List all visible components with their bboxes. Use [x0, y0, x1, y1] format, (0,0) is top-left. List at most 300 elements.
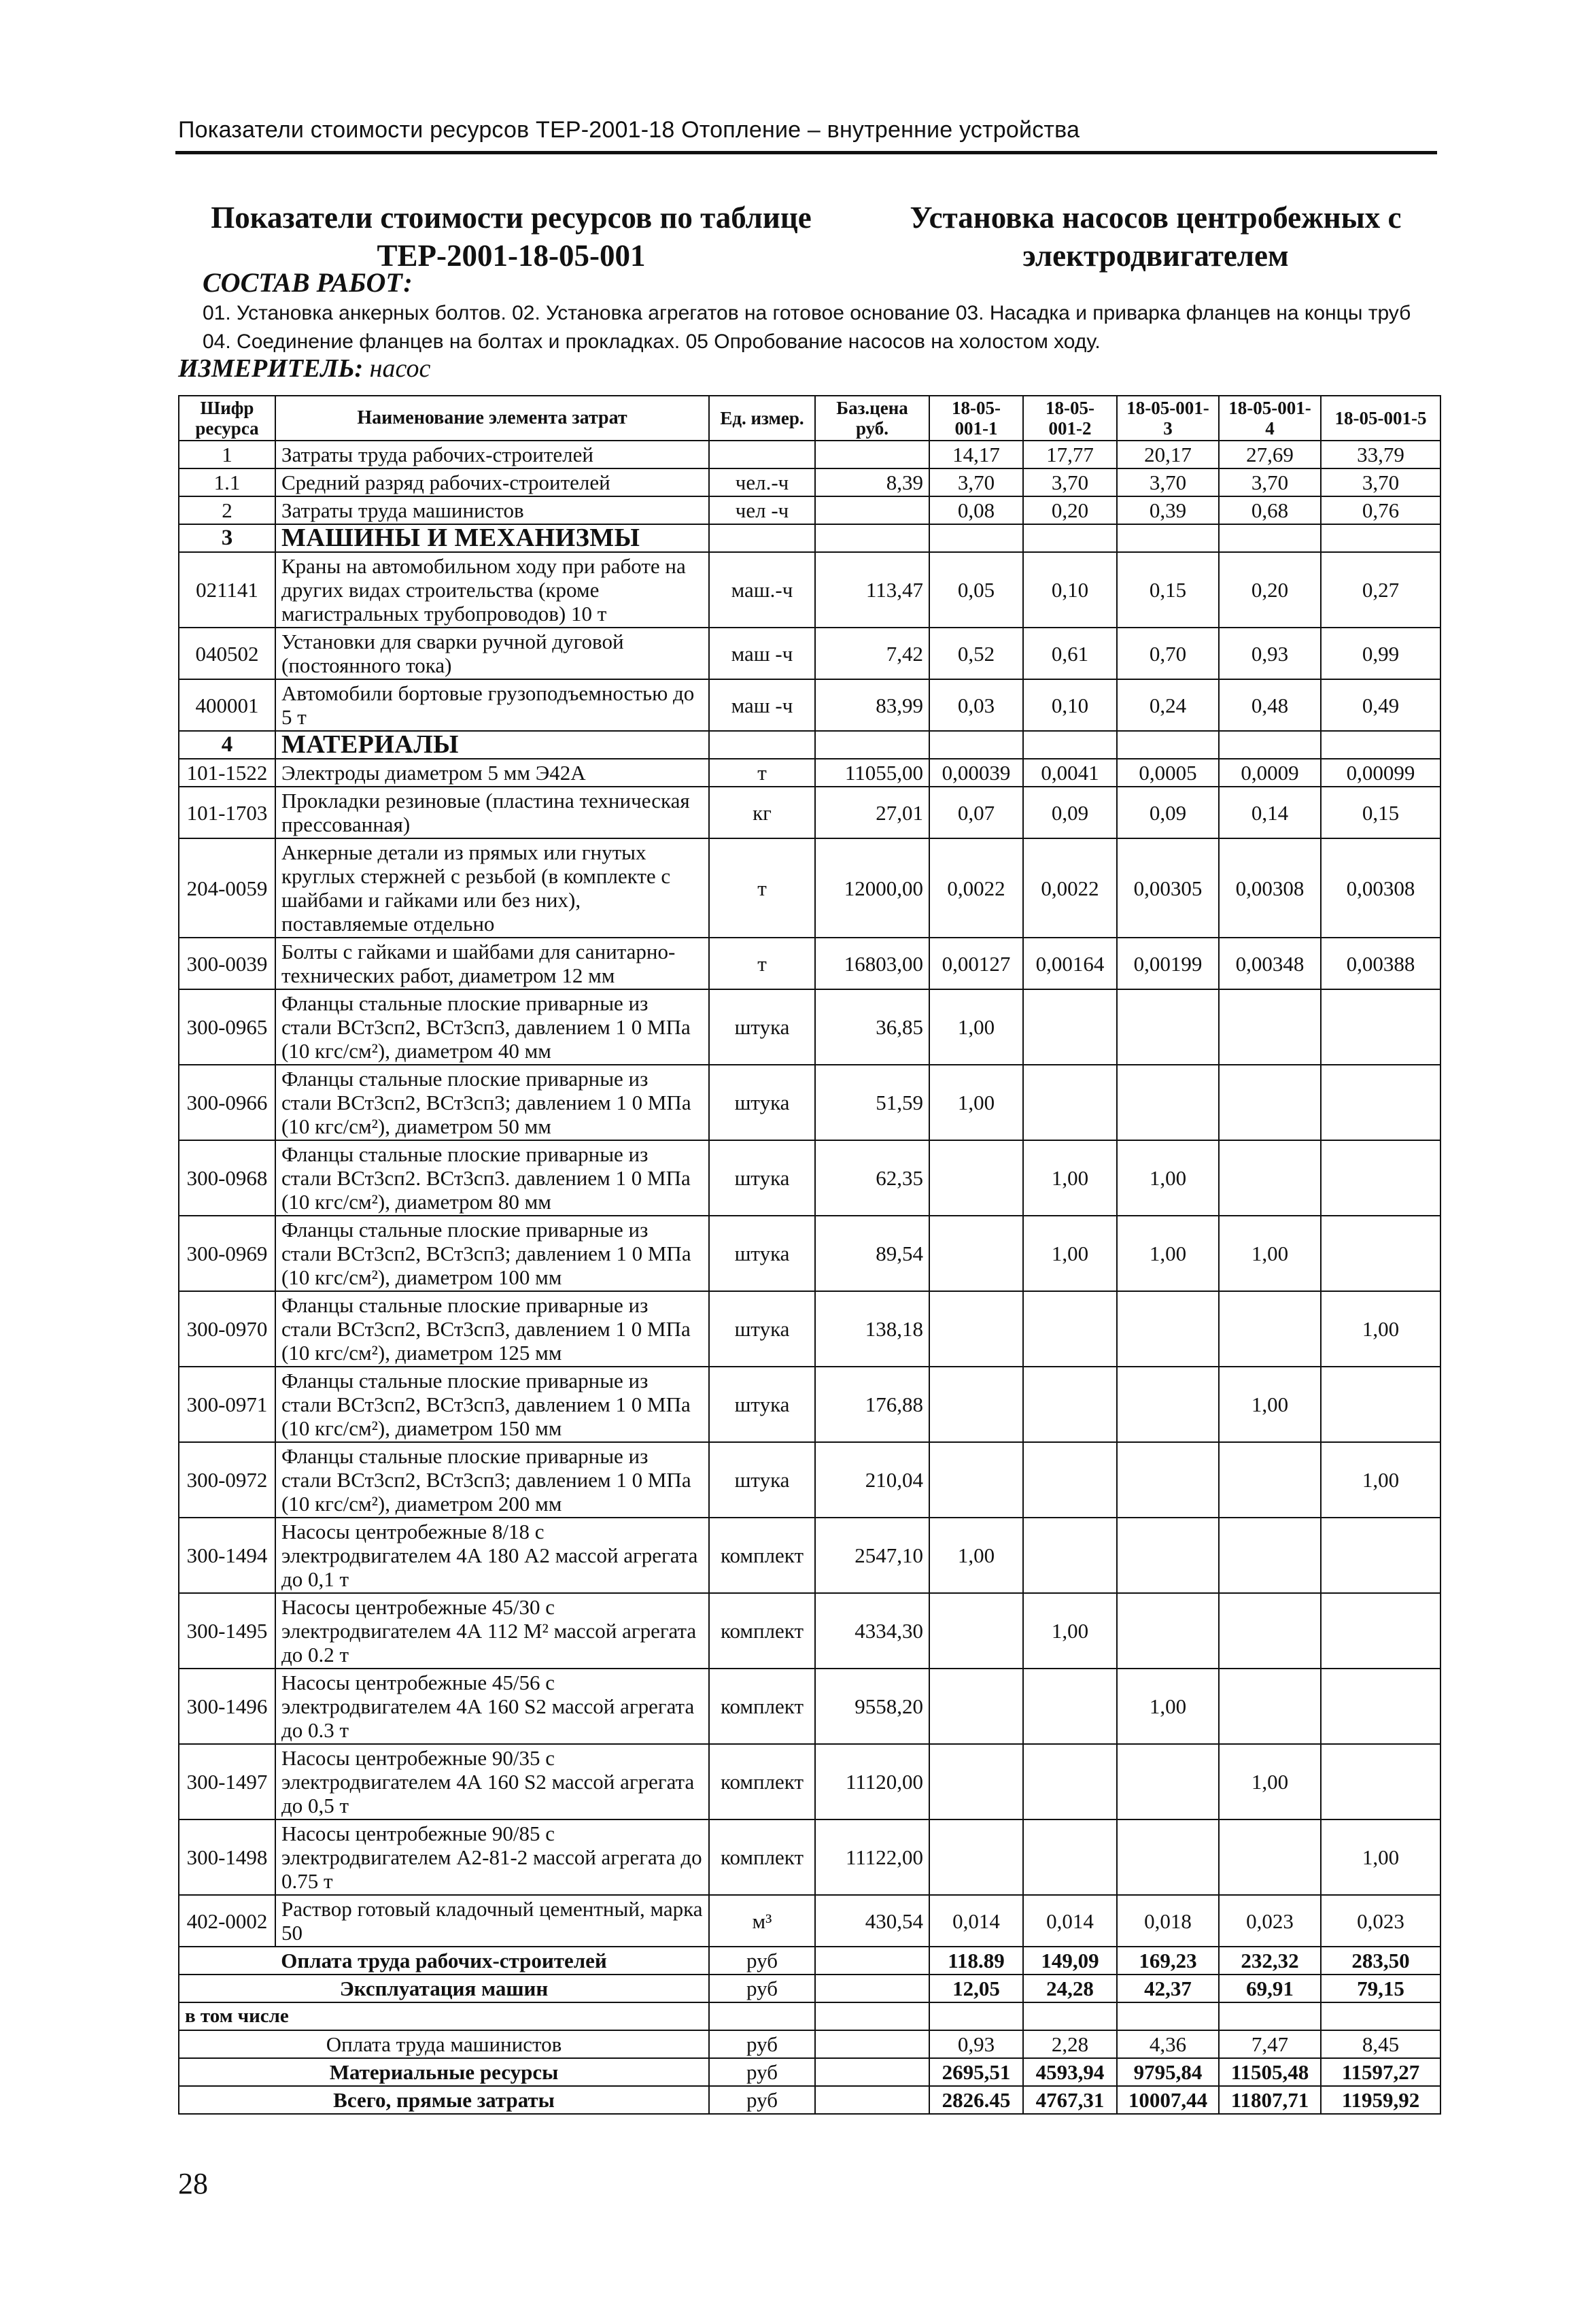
table-row [179, 1744, 1440, 1819]
header-unit: Ед. измер. [709, 396, 815, 441]
cell-price: 210,04 [815, 1442, 929, 1518]
cell-value [929, 1442, 1023, 1518]
cell-unit: штука [709, 989, 815, 1065]
cell-value: 0,00308 [1321, 838, 1440, 938]
table-row [179, 759, 1440, 787]
cell-name: Фланцы стальные плоские приварные из стали ВСт3сп2, ВСт3сп3; давлением 1 0 МПа (10 кгс/см²), диаметром 100 мм [275, 1216, 709, 1291]
cell-value: 0,14 [1219, 787, 1321, 838]
cell-value [1321, 1593, 1440, 1669]
cell-value: 3,70 [1023, 468, 1117, 496]
cell-name: Затраты труда машинистов [275, 496, 709, 524]
cell-unit: комплект [709, 1744, 815, 1819]
summary-value: 4767,31 [1023, 2086, 1117, 2114]
cell-value: 0,15 [1321, 787, 1440, 838]
summary-value: 283,50 [1321, 1947, 1440, 1975]
table-row [179, 787, 1440, 838]
cell-value [1023, 1065, 1117, 1140]
cell-value [1321, 1065, 1440, 1140]
cell-value [1117, 1819, 1219, 1895]
cell-name: Затраты труда рабочих-строителей [275, 441, 709, 468]
summary-value: 12,05 [929, 1975, 1023, 2002]
header-col-3: 18-05-001-3 [1117, 396, 1219, 441]
cell-value: 1,00 [1219, 1367, 1321, 1442]
cell-name: Насосы центробежные 8/18 с электродвигателем 4А 180 А2 массой агрегата до 0,1 т [275, 1518, 709, 1593]
cell-value [1023, 1518, 1117, 1593]
cell-value: 0,00199 [1117, 938, 1219, 989]
resource-cost-table [178, 395, 1441, 2115]
cell-code: 300-0039 [179, 938, 275, 989]
cell-value: 0,00388 [1321, 938, 1440, 989]
cell-name: Установки для сварки ручной дуговой (постоянного тока) [275, 628, 709, 679]
cell-unit: штука [709, 1367, 815, 1442]
summary-name: Материальные ресурсы [179, 2058, 709, 2086]
cell-value [1219, 989, 1321, 1065]
cell-value: 0,0041 [1023, 759, 1117, 787]
cell-name: Фланцы стальные плоские приварные из стали ВСт3сп2, ВСт3сп3, давлением 1 0 МПа (10 кгс/см²), диаметром 150 мм [275, 1367, 709, 1442]
table-row [179, 679, 1440, 731]
summary-row [179, 2030, 1440, 2058]
summary-row [179, 2058, 1440, 2086]
cell-empty [929, 524, 1023, 552]
table-row [179, 1216, 1440, 1291]
cell-price: 7,42 [815, 628, 929, 679]
cell-code: 2 [179, 496, 275, 524]
cell-name: Насосы центробежные 90/85 с электродвигателем А2-81-2 массой агрегата до 0.75 т [275, 1819, 709, 1895]
cell-code: 204-0059 [179, 838, 275, 938]
cell-unit: штука [709, 1442, 815, 1518]
cell-value: 0,10 [1023, 552, 1117, 628]
cell-name: Фланцы стальные плоские приварные из стали ВСт3сп2, ВСт3сп3, давлением 1 0 МПа (10 кгс/см²), диаметром 40 мм [275, 989, 709, 1065]
cell-empty [929, 731, 1023, 759]
cell-name: Анкерные детали из прямых или гнутых круглых стержней с резьбой (в комплекте с шайбами и гайками или без них), поставляемые отдельно [275, 838, 709, 938]
cell-code: 101-1703 [179, 787, 275, 838]
summary-value [1117, 2002, 1219, 2030]
cell-value: 1,00 [1023, 1593, 1117, 1669]
cell-value [1117, 1744, 1219, 1819]
summary-value [1023, 2002, 1117, 2030]
table-row [179, 1593, 1440, 1669]
cell-value [1117, 1291, 1219, 1367]
cell-unit: комплект [709, 1819, 815, 1895]
cell-value: 3,70 [1321, 468, 1440, 496]
cell-empty [1023, 731, 1117, 759]
cell-value: 3,70 [1219, 468, 1321, 496]
header-col-4: 18-05-001-4 [1219, 396, 1321, 441]
summary-value: 118.89 [929, 1947, 1023, 1975]
table-row [179, 1669, 1440, 1744]
table-row [179, 496, 1440, 524]
meter-line [178, 354, 430, 383]
meter-label: ИЗМЕРИТЕЛЬ: [178, 354, 364, 383]
cell-unit: чел.-ч [709, 468, 815, 496]
cell-unit: штука [709, 1140, 815, 1216]
cell-empty [815, 2030, 929, 2058]
summary-value: 10007,44 [1117, 2086, 1219, 2114]
cell-name: Насосы центробежные 45/30 с электродвигателем 4А 112 М² массой агрегата до 0.2 т [275, 1593, 709, 1669]
cell-value: 0,00164 [1023, 938, 1117, 989]
section-row [179, 731, 1440, 759]
header-col-5: 18-05-001-5 [1321, 396, 1440, 441]
cell-name: Насосы центробежные 90/35 с электродвигателем 4А 160 S2 массой агрегата до 0,5 т [275, 1744, 709, 1819]
cell-value [1321, 1367, 1440, 1442]
work-title: Установка насосов центробежных с электродвигателем [910, 201, 1402, 273]
cell-unit: т [709, 838, 815, 938]
cell-value [929, 1367, 1023, 1442]
table-row [179, 938, 1440, 989]
cell-empty [1321, 731, 1440, 759]
cell-name: Краны на автомобильном ходу при работе на других видах строительства (кроме магистральных трубопроводов) 10 т [275, 552, 709, 628]
summary-value: 11597,27 [1321, 2058, 1440, 2086]
summary-value: 2,28 [1023, 2030, 1117, 2058]
cell-value [1219, 1669, 1321, 1744]
cell-value [929, 1140, 1023, 1216]
summary-name: Оплата труда машинистов [179, 2030, 709, 2058]
summary-unit [709, 2002, 815, 2030]
cell-empty [709, 731, 815, 759]
cell-price: 8,39 [815, 468, 929, 496]
summary-name: в том числе [179, 2002, 709, 2030]
cell-value: 0,07 [929, 787, 1023, 838]
table-row [179, 989, 1440, 1065]
cell-price: 11120,00 [815, 1744, 929, 1819]
cell-value: 0,70 [1117, 628, 1219, 679]
page-number: 28 [178, 2167, 208, 2200]
cell-unit: маш -ч [709, 628, 815, 679]
cell-value [929, 1744, 1023, 1819]
summary-row [179, 2086, 1440, 2114]
cell-value: 1,00 [929, 989, 1023, 1065]
table-row [179, 628, 1440, 679]
summary-value: 42,37 [1117, 1975, 1219, 2002]
summary-value: 0,93 [929, 2030, 1023, 2058]
cell-value: 1,00 [1219, 1216, 1321, 1291]
cell-value: 0,20 [1023, 496, 1117, 524]
cell-value: 0,00127 [929, 938, 1023, 989]
section-title: МАШИНЫ И МЕХАНИЗМЫ [275, 524, 709, 552]
cell-unit: штука [709, 1291, 815, 1367]
cell-empty [1023, 524, 1117, 552]
cell-value: 14,17 [929, 441, 1023, 468]
cell-unit: штука [709, 1216, 815, 1291]
cell-name: Насосы центробежные 45/56 с электродвигателем 4А 160 S2 массой агрегата до 0.3 т [275, 1669, 709, 1744]
cell-code: 300-0972 [179, 1442, 275, 1518]
cell-value: 1,00 [1321, 1819, 1440, 1895]
cell-unit: м³ [709, 1895, 815, 1947]
cell-value: 0,68 [1219, 496, 1321, 524]
summary-value: 11807,71 [1219, 2086, 1321, 2114]
summary-value: 9795,84 [1117, 2058, 1219, 2086]
table-row [179, 441, 1440, 468]
cell-empty [1117, 731, 1219, 759]
cell-name: Средний разряд рабочих-строителей [275, 468, 709, 496]
cell-value: 0,0022 [929, 838, 1023, 938]
cell-value [1117, 1593, 1219, 1669]
cell-value: 0,27 [1321, 552, 1440, 628]
cell-value: 27,69 [1219, 441, 1321, 468]
cell-value [929, 1291, 1023, 1367]
summary-value: 11505,48 [1219, 2058, 1321, 2086]
cell-value: 0,20 [1219, 552, 1321, 628]
cell-price: 9558,20 [815, 1669, 929, 1744]
summary-value: 79,15 [1321, 1975, 1440, 2002]
cell-value [1117, 1367, 1219, 1442]
cell-empty [1219, 731, 1321, 759]
cell-code: 4 [179, 731, 275, 759]
meter-value: насос [369, 354, 431, 383]
cell-unit: комплект [709, 1669, 815, 1744]
cell-name: Прокладки резиновые (пластина техническая прессованная) [275, 787, 709, 838]
cell-value [1023, 1291, 1117, 1367]
cell-code: 300-0970 [179, 1291, 275, 1367]
table-title: Показатели стоимости ресурсов по таблице ТЕР-2001-18-05-001 [211, 201, 812, 273]
section-row [179, 524, 1440, 552]
header-price: Баз.цена руб. [815, 396, 929, 441]
cell-value [1219, 1819, 1321, 1895]
cell-value [1321, 1140, 1440, 1216]
cell-code: 101-1522 [179, 759, 275, 787]
summary-value: 232,32 [1219, 1947, 1321, 1975]
cell-value: 0,00039 [929, 759, 1023, 787]
cell-value [1023, 1819, 1117, 1895]
cell-name: Фланцы стальные плоские приварные из стали ВСт3сп2, ВСт3сп3; давлением 1 0 МПа (10 кгс/см²), диаметром 200 мм [275, 1442, 709, 1518]
cell-empty [709, 524, 815, 552]
cell-price: 11055,00 [815, 759, 929, 787]
cell-name: Болты с гайками и шайбами для санитарно-технических работ, диаметром 12 мм [275, 938, 709, 989]
cell-code: 300-1494 [179, 1518, 275, 1593]
cell-value: 0,15 [1117, 552, 1219, 628]
cell-value: 33,79 [1321, 441, 1440, 468]
summary-unit: руб [709, 2086, 815, 2114]
cell-price: 113,47 [815, 552, 929, 628]
table-header-row [179, 396, 1440, 441]
cell-value: 0,00308 [1219, 838, 1321, 938]
cell-value [1321, 1669, 1440, 1744]
header-col-1: 18-05-001-1 [929, 396, 1023, 441]
cell-value [929, 1669, 1023, 1744]
summary-value: 8,45 [1321, 2030, 1440, 2058]
summary-value [1321, 2002, 1440, 2030]
cell-value: 0,023 [1321, 1895, 1440, 1947]
cell-value: 3,70 [929, 468, 1023, 496]
cell-value [1321, 1216, 1440, 1291]
cell-name: Автомобили бортовые грузоподъемностью до 5 т [275, 679, 709, 731]
summary-unit: руб [709, 2030, 815, 2058]
table-row [179, 1291, 1440, 1367]
cell-unit: кг [709, 787, 815, 838]
cell-price: 83,99 [815, 679, 929, 731]
cell-value: 0,09 [1023, 787, 1117, 838]
cell-code: 040502 [179, 628, 275, 679]
composition-text: 01. Установка анкерных болтов. 02. Установка агрегатов на готовое основание 03. Насадка и приварка фланцев на концы труб 04. Соединение фланцев на болтах и прокладках. 05 Опробование насосов на холостом ходу. [203, 302, 1411, 353]
summary-unit: руб [709, 1947, 815, 1975]
cell-value [1117, 1065, 1219, 1140]
composition-heading: СОСТАВ РАБОТ: [203, 267, 413, 298]
cell-empty [815, 524, 929, 552]
cell-value [929, 1593, 1023, 1669]
cell-value [1219, 1140, 1321, 1216]
cell-code: 300-1497 [179, 1744, 275, 1819]
cell-value: 1,00 [1321, 1442, 1440, 1518]
cell-unit: т [709, 938, 815, 989]
cell-empty [1219, 524, 1321, 552]
cell-name: Фланцы стальные плоские приварные из стали ВСт3сп2, ВСт3сп3; давлением 1 0 МПа (10 кгс/см²), диаметром 50 мм [275, 1065, 709, 1140]
cell-unit: штука [709, 1065, 815, 1140]
cell-code: 300-0971 [179, 1367, 275, 1442]
header-code: Шифр ресурса [179, 396, 275, 441]
cell-price: 16803,00 [815, 938, 929, 989]
table-row [179, 1819, 1440, 1895]
cell-value [1117, 1442, 1219, 1518]
cell-value: 0,39 [1117, 496, 1219, 524]
summary-row [179, 1947, 1440, 1975]
cell-code: 1 [179, 441, 275, 468]
cell-value: 0,76 [1321, 496, 1440, 524]
table-row [179, 1442, 1440, 1518]
cell-price: 4334,30 [815, 1593, 929, 1669]
cell-value: 1,00 [1117, 1669, 1219, 1744]
cell-unit: комплект [709, 1518, 815, 1593]
summary-value: 2826.45 [929, 2086, 1023, 2114]
cell-value [1219, 1065, 1321, 1140]
cell-unit: маш -ч [709, 679, 815, 731]
cell-value [1219, 1291, 1321, 1367]
cell-value [1117, 989, 1219, 1065]
cell-value: 0,00348 [1219, 938, 1321, 989]
cell-value: 1,00 [1219, 1744, 1321, 1819]
cell-name: Раствор готовый кладочный цементный, марка 50 [275, 1895, 709, 1947]
cell-value: 3,70 [1117, 468, 1219, 496]
cell-price: 2547,10 [815, 1518, 929, 1593]
header-rule [175, 151, 1437, 154]
cell-value [1023, 1367, 1117, 1442]
cell-code: 021141 [179, 552, 275, 628]
cell-empty [815, 1947, 929, 1975]
cell-value: 0,08 [929, 496, 1023, 524]
cell-empty [815, 2086, 929, 2114]
summary-value [1219, 2002, 1321, 2030]
cell-value [1023, 1669, 1117, 1744]
table-row [179, 1140, 1440, 1216]
cell-unit: чел -ч [709, 496, 815, 524]
section-title: МАТЕРИАЛЫ [275, 731, 709, 759]
summary-value: 169,23 [1117, 1947, 1219, 1975]
cell-value [1321, 1744, 1440, 1819]
cell-value: 0,018 [1117, 1895, 1219, 1947]
summary-row [179, 2002, 1440, 2030]
cell-value: 0,00305 [1117, 838, 1219, 938]
cell-value [1023, 1442, 1117, 1518]
table-row [179, 1895, 1440, 1947]
cell-value: 1,00 [1023, 1216, 1117, 1291]
cell-empty [815, 2002, 929, 2030]
cell-price: 27,01 [815, 787, 929, 838]
cell-value: 17,77 [1023, 441, 1117, 468]
summary-name: Всего, прямые затраты [179, 2086, 709, 2114]
cell-code: 400001 [179, 679, 275, 731]
cell-value: 0,014 [929, 1895, 1023, 1947]
cell-value [1023, 1744, 1117, 1819]
cell-value: 0,0022 [1023, 838, 1117, 938]
cell-code: 300-1498 [179, 1819, 275, 1895]
summary-value: 4593,94 [1023, 2058, 1117, 2086]
cell-name: Электроды диаметром 5 мм Э42А [275, 759, 709, 787]
table-row [179, 552, 1440, 628]
cell-value [1219, 1442, 1321, 1518]
cell-empty [815, 731, 929, 759]
summary-name: Эксплуатация машин [179, 1975, 709, 2002]
cell-name: Фланцы стальные плоские приварные из стали ВСт3сп2, ВСт3сп3, давлением 1 0 МПа (10 кгс/см²), диаметром 125 мм [275, 1291, 709, 1367]
cell-price [815, 441, 929, 468]
cell-value: 0,0009 [1219, 759, 1321, 787]
summary-value: 149,09 [1023, 1947, 1117, 1975]
cell-value: 0,023 [1219, 1895, 1321, 1947]
cell-value: 1,00 [1117, 1216, 1219, 1291]
summary-value: 69,91 [1219, 1975, 1321, 2002]
summary-name: Оплата труда рабочих-строителей [179, 1947, 709, 1975]
cell-empty [815, 1975, 929, 2002]
cell-value: 1,00 [929, 1518, 1023, 1593]
cell-value: 0,93 [1219, 628, 1321, 679]
cell-code: 1.1 [179, 468, 275, 496]
cell-value [1219, 1518, 1321, 1593]
summary-unit: руб [709, 1975, 815, 2002]
running-header: Показатели стоимости ресурсов ТЕР-2001-18 Отопление – внутренние устройства [178, 117, 1080, 143]
cell-empty [815, 2058, 929, 2086]
cell-price: 11122,00 [815, 1819, 929, 1895]
table-row [179, 1065, 1440, 1140]
cell-value: 0,24 [1117, 679, 1219, 731]
cell-price: 138,18 [815, 1291, 929, 1367]
table-row [179, 1518, 1440, 1593]
summary-value: 2695,51 [929, 2058, 1023, 2086]
cell-code: 3 [179, 524, 275, 552]
cell-code: 300-0965 [179, 989, 275, 1065]
table-row [179, 1367, 1440, 1442]
cell-empty [1117, 524, 1219, 552]
cell-name: Фланцы стальные плоские приварные из стали ВСт3сп2. ВСт3сп3. давлением 1 0 МПа (10 кгс/см²), диаметром 80 мм [275, 1140, 709, 1216]
cell-unit: маш.-ч [709, 552, 815, 628]
cell-value [1321, 1518, 1440, 1593]
cell-code: 300-1496 [179, 1669, 275, 1744]
cell-price: 176,88 [815, 1367, 929, 1442]
cell-value: 0,0005 [1117, 759, 1219, 787]
cell-value: 1,00 [1321, 1291, 1440, 1367]
cell-value: 0,03 [929, 679, 1023, 731]
cell-price: 430,54 [815, 1895, 929, 1947]
cell-value [1219, 1593, 1321, 1669]
cell-value: 1,00 [1023, 1140, 1117, 1216]
cell-value: 0,61 [1023, 628, 1117, 679]
summary-value: 7,47 [1219, 2030, 1321, 2058]
cell-price: 89,54 [815, 1216, 929, 1291]
cell-value: 0,48 [1219, 679, 1321, 731]
cell-unit: комплект [709, 1593, 815, 1669]
cell-unit: т [709, 759, 815, 787]
cell-value [929, 1819, 1023, 1895]
cell-unit [709, 441, 815, 468]
cell-price [815, 496, 929, 524]
table-body [179, 441, 1440, 2114]
table-row [179, 468, 1440, 496]
header-col-2: 18-05-001-2 [1023, 396, 1117, 441]
cell-value [929, 1216, 1023, 1291]
header-name: Наименование элемента затрат [275, 396, 709, 441]
cell-code: 300-0969 [179, 1216, 275, 1291]
cell-code: 300-0966 [179, 1065, 275, 1140]
summary-unit: руб [709, 2058, 815, 2086]
cell-empty [1321, 524, 1440, 552]
cell-value [1321, 989, 1440, 1065]
